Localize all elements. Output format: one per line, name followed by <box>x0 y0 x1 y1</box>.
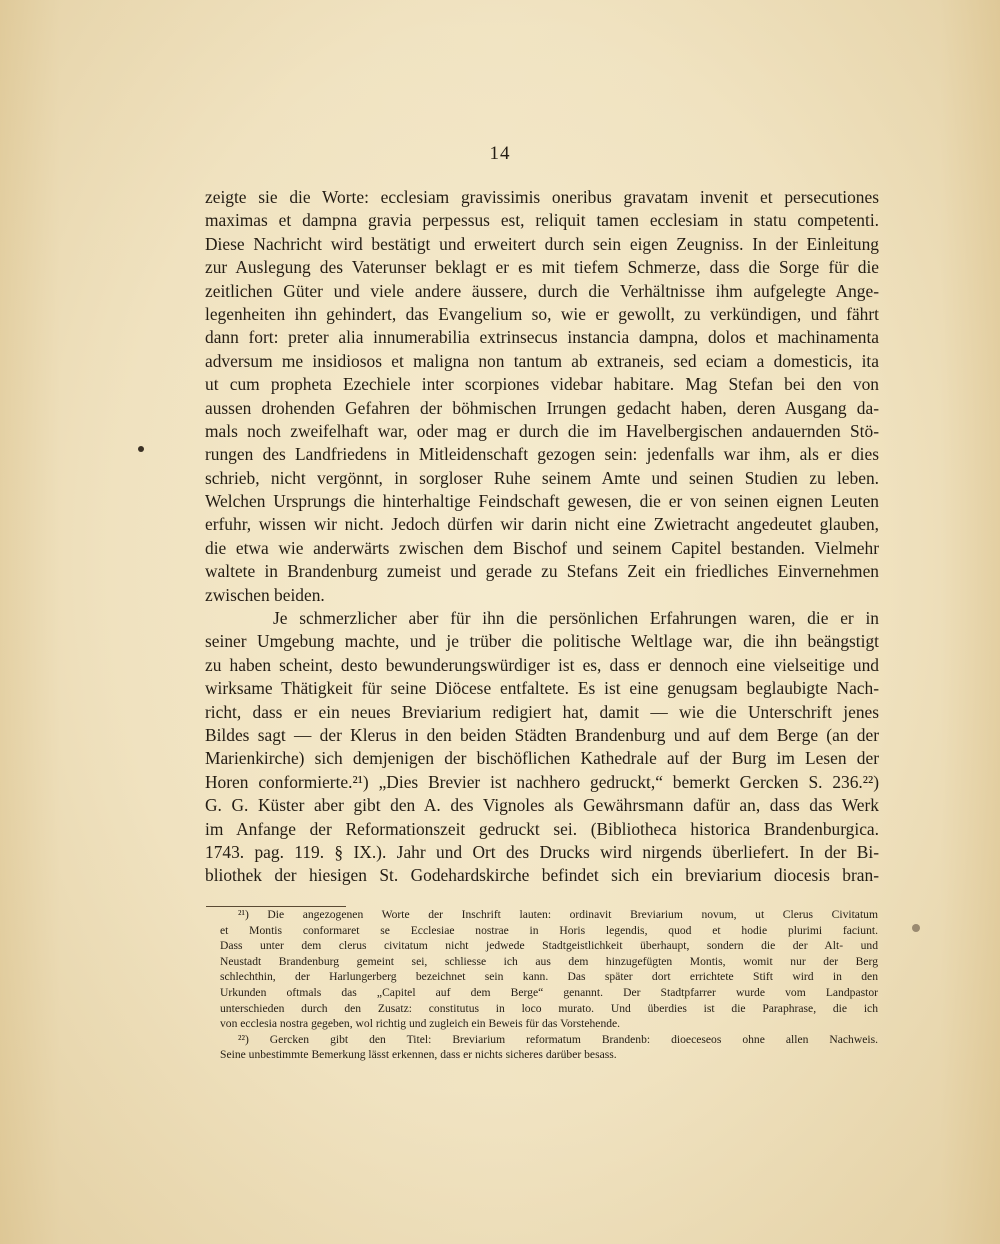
text-line: Diese Nachricht wird bestätigt und erweitert durch sein eigen Zeugniss. In der Einleitung <box>205 233 879 254</box>
text-line: G. G. Küster aber gibt den A. des Vignoles als Gewährsmann dafür an, dass das Werk <box>205 795 879 816</box>
text-line: richt, dass er ein neues Breviarium redigiert hat, damit — wie die Unterschrift jenes <box>205 701 879 722</box>
text-line: ut cum propheta Ezechiele inter scorpiones videbar habitare. Mag Stefan bei den von <box>205 374 879 395</box>
text-line: dann fort: preter alia innumerabilia extrinsecus instancia dampna, dolos et machinamenta <box>205 327 879 348</box>
footnote-line: unterschieden durch den Zusatz: constitutus in loco murato. Und überdies ist die Paraphrase, die ich <box>220 1001 878 1015</box>
text-line: wirksame Thätigkeit für seine Diöcese entfaltete. Es ist eine genugsam beglaubigte Nach- <box>205 678 879 699</box>
margin-dot <box>138 446 144 452</box>
text-line: schrieb, nicht vergönnt, in sorgloser Ruhe seinem Amte und seinen Studien zu leben. <box>205 467 879 488</box>
text-line: zeitlichen Güter und viele andere äussere, durch die Verhältnisse ihm aufgelegte Ange- <box>205 280 879 301</box>
footnote-line: schlechthin, der Harlungerberg bezeichnet sein kann. Das später dort errichtete Stift wird in den <box>220 970 878 984</box>
text-line: adversum me insidiosos et maligna non tantum ab extraneis, sed eciam a domesticis, ita <box>205 350 879 371</box>
text-line: aussen drohenden Gefahren der böhmischen Irrungen gedacht haben, deren Ausgang da- <box>205 397 879 418</box>
footnote-line: Neustadt Brandenburg gemeint sei, schliesse ich aus dem hinzugefügten Montis, womit nur der Berg <box>220 954 878 968</box>
text-line: seiner Umgebung machte, und je trüber die politische Weltlage war, die ihn beängstigt <box>205 631 879 652</box>
text-line: rungen des Landfriedens in Mitleidenschaft gezogen sein: jedenfalls war ihm, als er dies <box>205 444 879 465</box>
footnote-line: Dass unter dem clerus civitatum nicht jedwede Stadtgeistlichkeit überhaupt, sondern die der Alt- und <box>220 939 878 953</box>
text-line: zeigte sie die Worte: ecclesiam gravissimis oneribus gravatam invenit et persecutiones <box>205 187 879 207</box>
footnote-line: Urkunden oftmals das „Capitel auf dem Berge“ genannt. Der Stadtpfarrer wurde vom Landpastor <box>220 985 878 999</box>
text-line: maximas et dampna gravia perpessus est, reliquit tamen ecclesiam in statu competenti. <box>205 210 879 231</box>
text-line: bliothek der hiesigen St. Godehardskirche befindet sich ein breviarium diocesis bran- <box>205 865 879 886</box>
text-line: 1743. pag. 119. § IX.). Jahr und Ort des Drucks wird nirgends überliefert. In der Bi- <box>205 841 879 862</box>
text-line: legenheiten ihn gehindert, das Evangelium so, wie er gewollt, zu verkündigen, und fährt <box>205 303 879 324</box>
text-line: erfuhr, wissen wir nicht. Jedoch dürfen wir darin nicht eine Zwietracht angedeutet glauben, <box>205 514 879 535</box>
text-line: Horen conformierte.²¹) „Dies Brevier ist nachhero gedruckt,“ bemerkt Gercken S. 236.²²) <box>205 771 879 792</box>
text-line: im Anfange der Reformationszeit gedruckt sei. (Bibliotheca historica Brandenburgica. <box>205 818 879 839</box>
ink-spot <box>912 924 920 932</box>
text-line: zur Auslegung des Vaterunser beklagt er es mit tiefem Schmerze, dass die Sorge für die <box>205 257 879 278</box>
body-text <box>205 186 879 888</box>
footnote-line: ²²) Gercken gibt den Titel: Breviarium reformatum Brandenb: dioeceseos ohne allen Nachweis. <box>238 1032 878 1046</box>
text-line: Bildes sagt — der Klerus in den beiden Städten Brandenburg und auf dem Berge (an der <box>205 724 879 745</box>
text-line: Je schmerzlicher aber für ihn die persönlichen Erfahrungen waren, die er in <box>273 608 879 629</box>
text-line: zwischen beiden. <box>205 584 325 605</box>
page-number: 14 <box>489 143 511 164</box>
footnotes <box>220 907 878 1063</box>
text-line: Welchen Ursprungs die hinterhaltige Feindschaft gewesen, die er von seinen eignen Leuten <box>205 491 879 512</box>
text-line: zu haben scheint, desto bewunderungswürdiger ist es, dass er dennoch eine vielseitige und <box>205 654 879 675</box>
footnote-line: von ecclesia nostra gegeben, wol richtig und zugleich ein Beweis für das Vorstehende. <box>220 1017 621 1031</box>
footnote-line: ²¹) Die angezogenen Worte der Inschrift lauten: ordinavit Breviarium novum, ut Clerus Civitatum <box>238 908 878 921</box>
text-line: mals noch zweifelhaft war, oder mag er durch die im Havelbergischen andauernden Stö- <box>205 420 879 441</box>
footnote-line: et Montis conformaret se Ecclesiae nostrae in Horis legendis, quod et hodie plurimi faciunt. <box>220 923 878 937</box>
footnote-line: Seine unbestimmte Bemerkung lässt erkennen, dass er nichts sicheres darüber besass. <box>220 1048 617 1062</box>
text-line: Marienkirche) sich demjenigen der bischöflichen Kathedrale auf der Burg im Lesen der <box>205 748 879 769</box>
text-line: waltete in Brandenburg zumeist und gerade zu Stefans Zeit ein friedliches Einvernehmen <box>205 561 879 582</box>
text-line: die etwa wie anderwärts zwischen dem Bischof und seinem Capitel bestanden. Vielmehr <box>205 537 879 558</box>
